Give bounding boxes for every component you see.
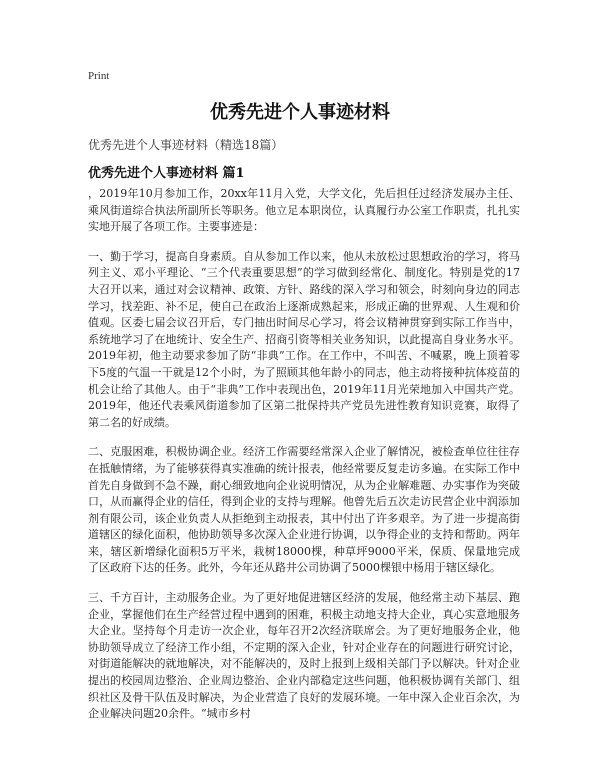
page-title: 优秀先进个人事迹材料 bbox=[210, 102, 390, 123]
section-heading: 优秀先进个人事迹材料 篇1 bbox=[88, 166, 245, 181]
paragraph-study: 一、勤于学习，提高自身素质。自从参加工作以来，他从未放松过思想政治的学习，将马列主义、邓小平理论、“三个代表重要思想”的学习做到经常化、制度化。特别是党的17大召开以来，通过对会议精神、政策、方针、路线的深入学习和领会，时刻向身边的同志学习，找差距、补不足，使自己在政治上逐渐成熟起来，形成正确的世界观、人生观和价值观。区委七届会议召开后，专门抽出时间尽心学习，将会议精神贯穿到实际工作当中，系统地学习了在地统计、安全生产、招商引资等相关业务知识，以此提高自身业务水平。2019年初，他主动要求参加了防“非典”工作。在工作中，不叫苦、不喊累，晚上顶着零下5度的气温一干就是12个小时，为了照顾其他年龄小的同志，他主动将接种抗体疫苗的机会让给了其他人。由于“非典”工作中表现出色，2019年11月光荣地加入中国共产党。2019年，他还代表乘风街道参加了区第二批保持共产党员先进性教育知识竞赛，取得了第二名的好成绩。 bbox=[88, 249, 520, 429]
article-body bbox=[88, 186, 520, 736]
print-link[interactable]: Print bbox=[88, 70, 110, 82]
paragraph-coordinate: 二、克服困难，积极协调企业。经济工作需要经常深入企业了解情况，被检查单位往往存在抵触情绪，为了能够获得真实准确的统计报表，他经常要反复走访多遍。在实际工作中首先自身做到不急不躁，耐心细致地向企业说明情况，从为企业解难题、办实事作为突破口，从而赢得企业的信任，得到企业的支持与理解。他曾先后五次走访民营企业中润添加剂有限公司，该企业负责人从拒绝到主动报表，其中付出了许多艰辛。为了进一步提高街道辖区的绿化面积，他协助领导多次深入企业进行协调，以争得企业的支持和帮助。两年来，辖区新增绿化面积5万平米，栽树18000棵，种草坪9000平米，保质、保量地完成了区政府下达的任务。此外，今年还从路井公司协调了5000棵银中杨用于辖区绿化。 bbox=[88, 445, 520, 575]
paragraph-service: 三、千方百计，主动服务企业。为了更好地促进辖区经济的发展，他经常主动下基层、跑企业，掌握他们在生产经营过程中遇到的困难，积极主动地支持大企业，真心实意地服务大企业。坚持每个月走访一次企业，每年召开2次经济联席会。为了更好地服务企业，他协助领导成立了经济工作小组，不定期的深入企业，针对企业存在的问题进行研究讨论，对街道能解决的就地解决，对不能解决的，及时上报到上级相关部门予以解决。针对企业提出的校园周边整治、企业周边整治、企业内部稳定这些问题，他积极协调有关部门、组织社区及骨干队伍及时解决，为企业营造了良好的发展环境。一年中深入企业百余次，为企业解决问题20余件。“城市乡村 bbox=[88, 591, 520, 721]
paragraph-intro: ，2019年10月参加工作，20xx年11月入党，大学文化，先后担任过经济发展办主任、乘风街道综合执法所副所长等职务。他立足本职岗位，认真履行办公室工作职责，扎扎实实地开展了各项工作。主要事迹是： bbox=[88, 187, 520, 234]
document-subtitle: 优秀先进个人事迹材料（精选18篇） bbox=[88, 138, 284, 152]
